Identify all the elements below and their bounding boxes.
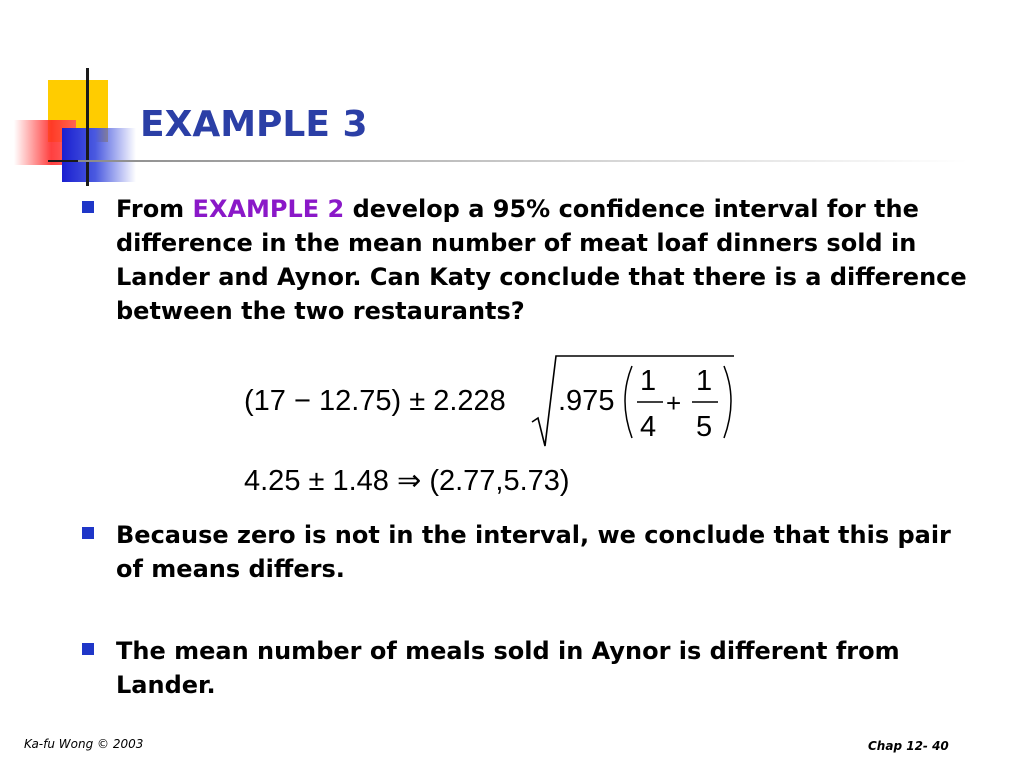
footer-page-number: Chap 12- 40 [868, 739, 949, 753]
right-paren-icon [724, 366, 731, 438]
formula-line-1 [240, 350, 740, 450]
left-paren-icon [625, 366, 632, 438]
formula-line-2: 4.25 ± 1.48 ⇒ (2.77,5.73) [244, 465, 570, 497]
frac1-denominator: 4 [640, 411, 657, 443]
bullet-square-icon [82, 527, 94, 539]
bullet-text: The mean number of meals sold in Aynor is different from Lander. [116, 637, 900, 699]
formula-plus: + [666, 388, 682, 418]
bullet-square-icon [82, 201, 94, 213]
frac2-numerator: 1 [696, 365, 713, 397]
frac1-numerator: 1 [640, 365, 657, 397]
bullet-text [116, 192, 976, 328]
bullet-item-2 [82, 518, 982, 586]
bullet-text-post: develop a 95% confidence interval for the difference in the mean number of meat loaf dinners sold in Lander and Aynor. Can Katy conclude that there is a difference between the two restaurants? [116, 195, 967, 325]
logo-blue-square [62, 128, 136, 182]
bullet-text-pre: From [116, 195, 193, 223]
bullet-text: Because zero is not in the interval, we conclude that this pair of means differs. [116, 521, 951, 583]
bullet-text-highlight: EXAMPLE 2 [192, 195, 345, 223]
formula-left-term: (17 − 12.75) ± 2.228 [244, 385, 506, 417]
bullet-item-3 [82, 634, 982, 702]
slide-title: EXAMPLE 3 [140, 104, 368, 145]
frac2-denominator: 5 [696, 411, 713, 443]
bullet-square-icon [82, 643, 94, 655]
bullet-item-1 [82, 192, 982, 328]
footer-author: Ka-fu Wong © 2003 [24, 737, 144, 751]
logo-vertical-line [86, 68, 89, 186]
title-rule [78, 160, 968, 162]
formula-radicand-value: .975 [558, 385, 615, 417]
